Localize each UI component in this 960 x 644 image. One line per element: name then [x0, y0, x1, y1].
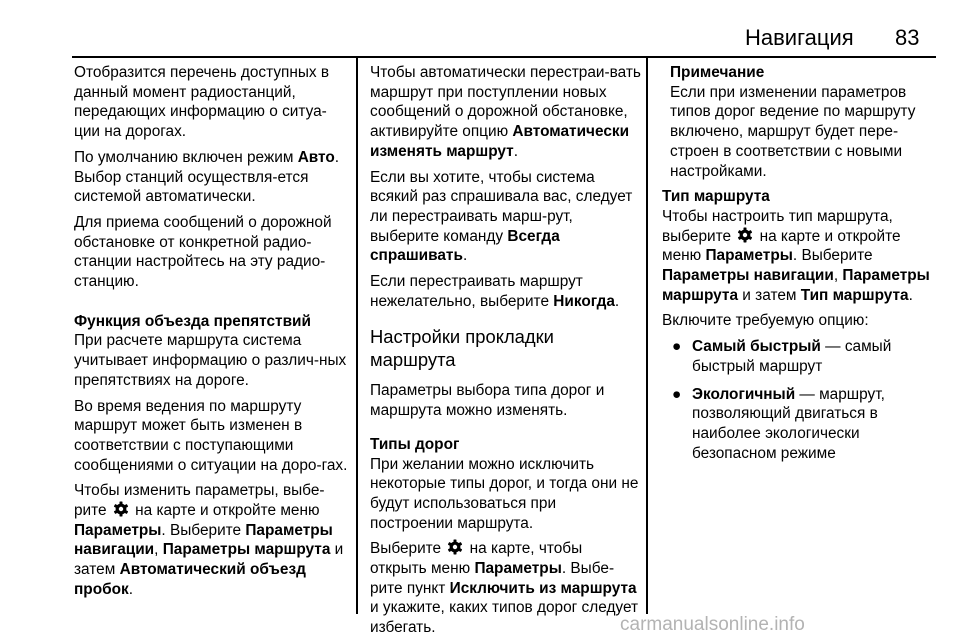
paragraph: Включите требуемую опцию:: [662, 312, 869, 330]
text: Если перестраивать маршрут нежелательно, выберите: [370, 273, 583, 310]
bold-term: Параметры маршрута: [162, 541, 331, 559]
text: Чтобы настроить тип маршрута, выберите: [662, 207, 893, 245]
paragraph: [74, 481, 352, 599]
bold-term: Никогда: [553, 292, 615, 310]
section-heading: Настройки прокладки маршрута: [370, 326, 554, 371]
option-list: [662, 337, 936, 463]
column-2: [370, 63, 642, 644]
text: ,: [833, 267, 843, 285]
note-box: [662, 63, 936, 181]
paragraph: Параметры выбора типа дорог и маршрута можно изменять.: [370, 382, 605, 420]
paragraph: Отобразится перечень доступных в данный момент радиостанций, передающих информацию о ситуа-ции на дорогах.: [74, 64, 330, 141]
bold-term: Автоматически изменять маршрут: [370, 123, 630, 160]
bold-term: Параметры навигации: [662, 267, 834, 285]
page-header: [0, 0, 960, 58]
spacer: [370, 427, 642, 435]
bold-term: Параметры маршрута: [662, 267, 930, 304]
text: Если вы хотите, чтобы система всякий раз спрашивала вас, следует ли перестраивать марш-рут, выберите команду: [370, 168, 633, 245]
text: Выберите: [370, 540, 446, 558]
text: ,: [154, 541, 163, 559]
bold-term: Параметры: [74, 521, 162, 539]
text: и затем: [738, 286, 801, 304]
bold-term: Параметры: [474, 560, 562, 578]
note-text: Если при изменении параметров типов дорог ведение по маршруту включено, маршрут будет пере-строен в соответствии с новыми настройками.: [670, 83, 916, 180]
text: .: [614, 292, 620, 310]
section-heading: Функция объезда препятствий: [74, 312, 311, 330]
bullet-icon: ●: [672, 385, 682, 403]
paragraph: [370, 539, 642, 638]
paragraph: Во время ведения по маршруту маршрут может быть изменен в соответствии с поступающими сообщениями о ситуации на доро-гах.: [74, 397, 348, 474]
text: . Выберите: [161, 521, 246, 539]
text: .: [908, 286, 913, 304]
gear-icon: [447, 539, 463, 555]
bold-term: Исключить из маршрута: [449, 579, 637, 597]
paragraph: При расчете маршрута система учитывает информацию о различ-ных препятствиях на дороге.: [74, 332, 347, 389]
column-divider-2: [646, 58, 648, 614]
paragraph: [74, 148, 352, 207]
text: Чтобы изменить параметры, выбе-рите: [74, 482, 325, 520]
bold-term: Всегда спрашивать: [370, 227, 560, 265]
text: и укажите, каких типов дорог следует избегать.: [370, 599, 639, 637]
watermark: carmanualsonline.info: [620, 614, 805, 635]
list-item: [662, 337, 936, 376]
page-number: 83: [895, 25, 920, 50]
text: и затем: [74, 541, 344, 579]
bold-term: Экологичный: [692, 385, 796, 403]
text: . Выбе-рите пункт: [370, 560, 615, 597]
bold-term: Авто: [297, 148, 335, 166]
text: .: [462, 247, 468, 265]
spacer: [74, 298, 352, 312]
column-divider-1: [356, 58, 358, 614]
paragraph: [370, 272, 642, 311]
section-heading: Типы дорог: [370, 435, 460, 453]
bold-term: Параметры навигации: [74, 521, 333, 559]
text: По умолчанию включен режим: [74, 148, 298, 166]
text: на карте, чтобы открыть меню: [370, 540, 583, 578]
column-1: [74, 63, 352, 606]
paragraph: При желании можно исключить некоторые типы дорог, и тогда они не будут использоваться при построении маршрута.: [370, 455, 639, 532]
column-3: [662, 63, 936, 471]
text: .: [513, 142, 518, 160]
bold-term: Самый быстрый: [692, 338, 821, 356]
paragraph: Для приема сообщений о дорожной обстановке от конкретной радио-станции настройтесь на эту радио-станцию.: [74, 213, 332, 291]
gear-icon: [113, 501, 129, 517]
bold-term: Тип маршрута: [800, 286, 909, 304]
text: .: [128, 580, 133, 598]
header-rule: [72, 56, 936, 58]
text: на карте и откройте меню: [130, 502, 320, 520]
paragraph: [370, 63, 642, 162]
text: — самый быстрый маршрут: [692, 338, 892, 375]
text: Чтобы автоматически перестраи-вать маршрут при поступлении новых сообщений о дорожной обстановке, активируйте опцию: [370, 64, 641, 141]
text: — маршрут, позволяющий двигаться в наиболее экологически безопасном режиме: [692, 385, 885, 462]
page-title: Навигация: [745, 25, 854, 50]
paragraph: [662, 207, 936, 306]
bold-term: Автоматический объезд пробок: [74, 561, 306, 598]
text: . Выбор станций осуществля-ется системой автоматически.: [74, 148, 340, 206]
paragraph: [370, 168, 642, 267]
list-item: [662, 385, 936, 464]
spacer: [370, 317, 642, 325]
bullet-icon: ●: [672, 338, 682, 356]
text: на карте и откройте меню: [662, 227, 901, 265]
gear-icon: [737, 227, 753, 243]
section-heading: Тип маршрута: [662, 188, 770, 206]
text: . Выберите: [792, 247, 873, 265]
note-title: Примечание: [670, 64, 765, 81]
bold-term: Параметры: [705, 247, 793, 265]
